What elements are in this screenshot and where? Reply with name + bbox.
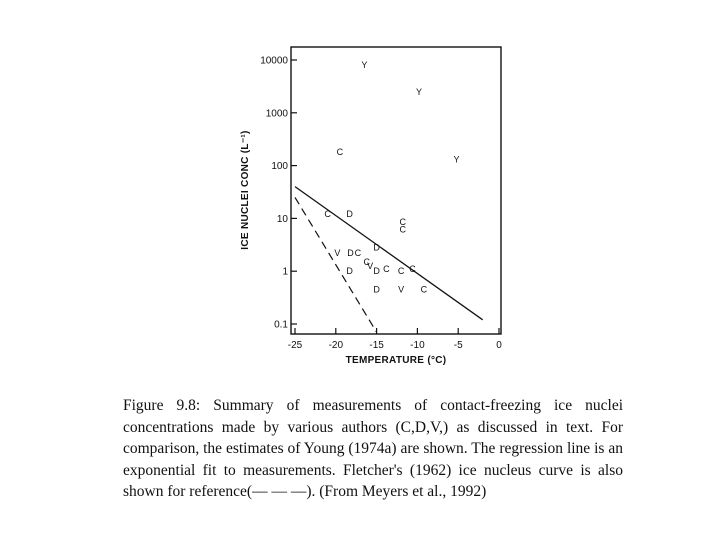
data-point-d: D bbox=[346, 266, 353, 277]
chart-markers bbox=[324, 60, 459, 294]
x-axis-label: TEMPERATURE (°C) bbox=[345, 355, 447, 366]
data-point-c: C bbox=[409, 264, 416, 275]
y-axis-label: ICE NUCLEI CONC (L⁻¹) bbox=[240, 130, 251, 250]
x-tick-label: -10 bbox=[410, 340, 425, 351]
x-tick-label: 0 bbox=[496, 340, 502, 351]
data-point-d: D bbox=[373, 284, 380, 295]
figure-caption: Figure 9.8: Summary of measurements of contact-freezing ice nuclei concentrations made by various authors (C,D,V,) as discussed in text. For comparison, the estimates of Young (1974a) are shown. The regression line is an exponential fit to measurements. Fletcher's (1962) ice nucleus curve is also shown for reference(— — —). (From Meyers et al., 1992) bbox=[123, 397, 623, 500]
y-tick-label: 10 bbox=[276, 213, 288, 225]
x-tick-label: -5 bbox=[453, 340, 463, 351]
data-point-y: Y bbox=[453, 154, 460, 165]
data-point-c: C bbox=[324, 209, 331, 220]
data-point-y: Y bbox=[361, 60, 368, 71]
data-point-c: C bbox=[399, 217, 406, 228]
data-point-c: C bbox=[397, 266, 405, 277]
plot-frame bbox=[291, 47, 501, 334]
chart-lines bbox=[295, 187, 483, 333]
y-tick-label: 1 bbox=[282, 266, 288, 278]
data-point-v: V bbox=[367, 261, 374, 272]
y-tick-label: 100 bbox=[271, 161, 288, 173]
data-point-c: C bbox=[420, 284, 428, 295]
y-tick-label: 1000 bbox=[265, 108, 288, 120]
data-point-v: V bbox=[334, 248, 341, 259]
y-tick-label: 10000 bbox=[260, 55, 288, 67]
data-point-c: C bbox=[363, 256, 371, 267]
regression-line bbox=[295, 187, 483, 320]
x-tick-label: -15 bbox=[369, 340, 384, 351]
data-point-c: C bbox=[399, 224, 406, 235]
data-point-d: D bbox=[373, 242, 380, 253]
x-tick-label: -20 bbox=[328, 340, 344, 351]
data-point-d: D bbox=[373, 266, 380, 277]
data-point-y: Y bbox=[416, 86, 423, 97]
y-tick-label: 0.1 bbox=[274, 319, 288, 331]
data-point-c: C bbox=[336, 147, 344, 158]
data-point-d: D bbox=[347, 248, 354, 259]
x-tick-label: -25 bbox=[287, 340, 303, 351]
data-point-d: D bbox=[346, 209, 353, 220]
data-point-c: C bbox=[383, 264, 390, 275]
chart-axes bbox=[260, 56, 502, 352]
data-point-c: C bbox=[354, 248, 362, 259]
data-point-v: V bbox=[398, 284, 405, 295]
